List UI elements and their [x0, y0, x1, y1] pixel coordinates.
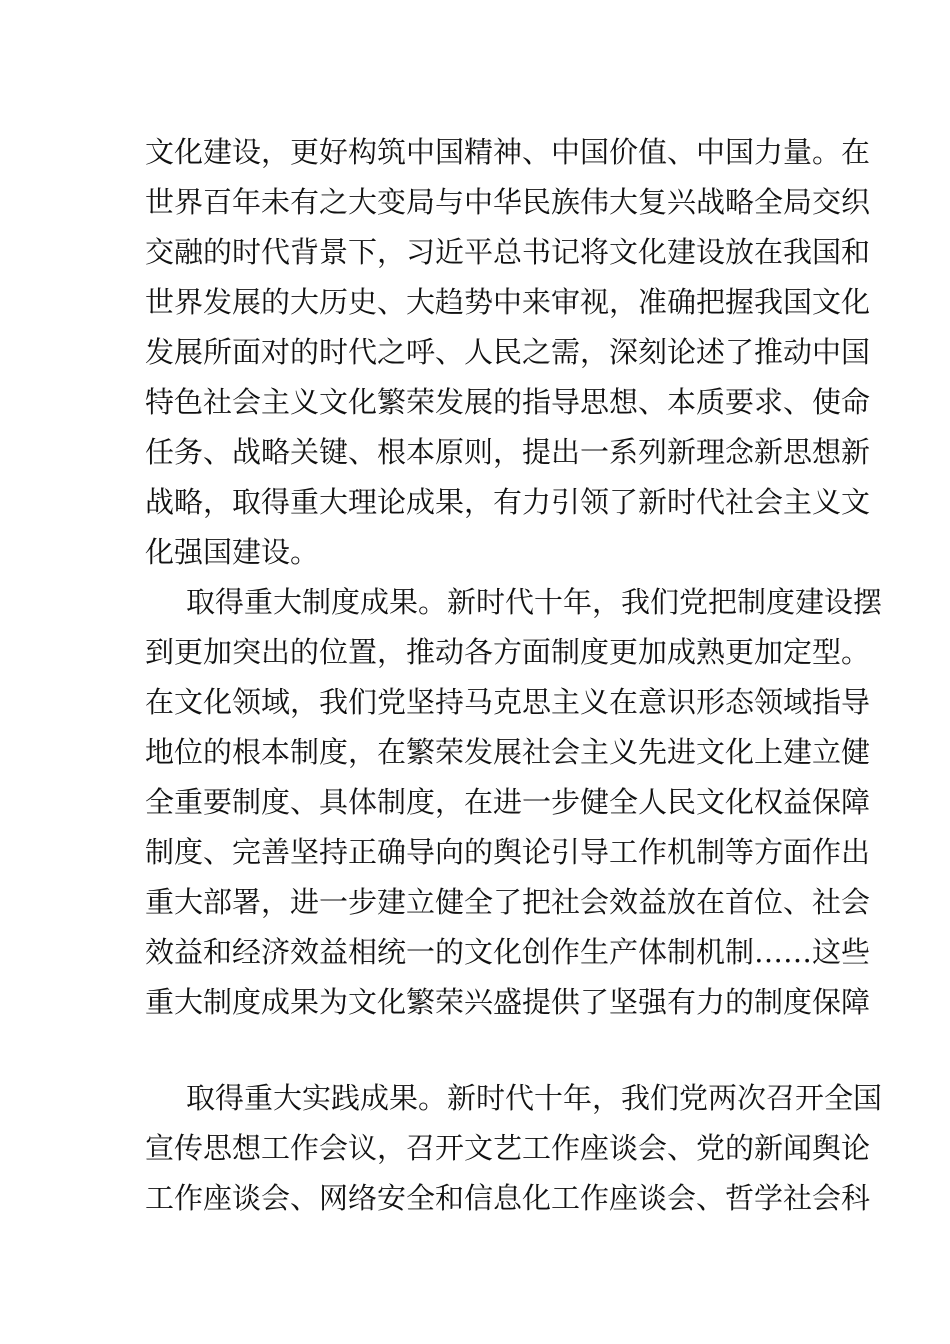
text-line: 文化建设，更好构筑中国精神、中国价值、中国力量。在 — [145, 135, 871, 169]
text-line: 取得重大制度成果。新时代十年，我们党把制度建设摆 — [186, 585, 883, 619]
text-line: 发展所面对的时代之呼、人民之需，深刻论述了推动中国 — [145, 335, 871, 369]
text-line: 化强国建设。 — [145, 535, 320, 569]
text-line: 特色社会主义文化繁荣发展的指导思想、本质要求、使命 — [145, 385, 871, 419]
text-line: 世界发展的大历史、大趋势中来审视，准确把握我国文化 — [145, 285, 871, 319]
text-line: 制度、完善坚持正确导向的舆论引导工作机制等方面作出 — [145, 835, 871, 869]
text-line: 交融的时代背景下，习近平总书记将文化建设放在我国和 — [145, 235, 871, 269]
text-line: 到更加突出的位置，推动各方面制度更加成熟更加定型。 — [145, 635, 871, 669]
text-line: 世界百年未有之大变局与中华民族伟大复兴战略全局交织 — [145, 185, 871, 219]
text-line: 重大部署，进一步建立健全了把社会效益放在首位、社会 — [145, 885, 871, 919]
text-line: 在文化领域，我们党坚持马克思主义在意识形态领域指导 — [145, 685, 871, 719]
text-line: 战略，取得重大理论成果，有力引领了新时代社会主义文 — [145, 485, 871, 519]
text-line: 重大制度成果为文化繁荣兴盛提供了坚强有力的制度保障 — [145, 985, 871, 1019]
text-line: 取得重大实践成果。新时代十年，我们党两次召开全国 — [186, 1081, 883, 1115]
text-line: 宣传思想工作会议，召开文艺工作座谈会、党的新闻舆论 — [145, 1131, 871, 1165]
text-line: 效益和经济效益相统一的文化创作生产体制机制……这些 — [145, 935, 871, 969]
text-line: 地位的根本制度，在繁荣发展社会主义先进文化上建立健 — [145, 735, 871, 769]
text-line: 任务、战略关键、根本原则，提出一系列新理念新思想新 — [145, 435, 871, 469]
text-line: 全重要制度、具体制度，在进一步健全人民文化权益保障 — [145, 785, 871, 819]
text-line: 工作座谈会、网络安全和信息化工作座谈会、哲学社会科 — [145, 1181, 871, 1215]
